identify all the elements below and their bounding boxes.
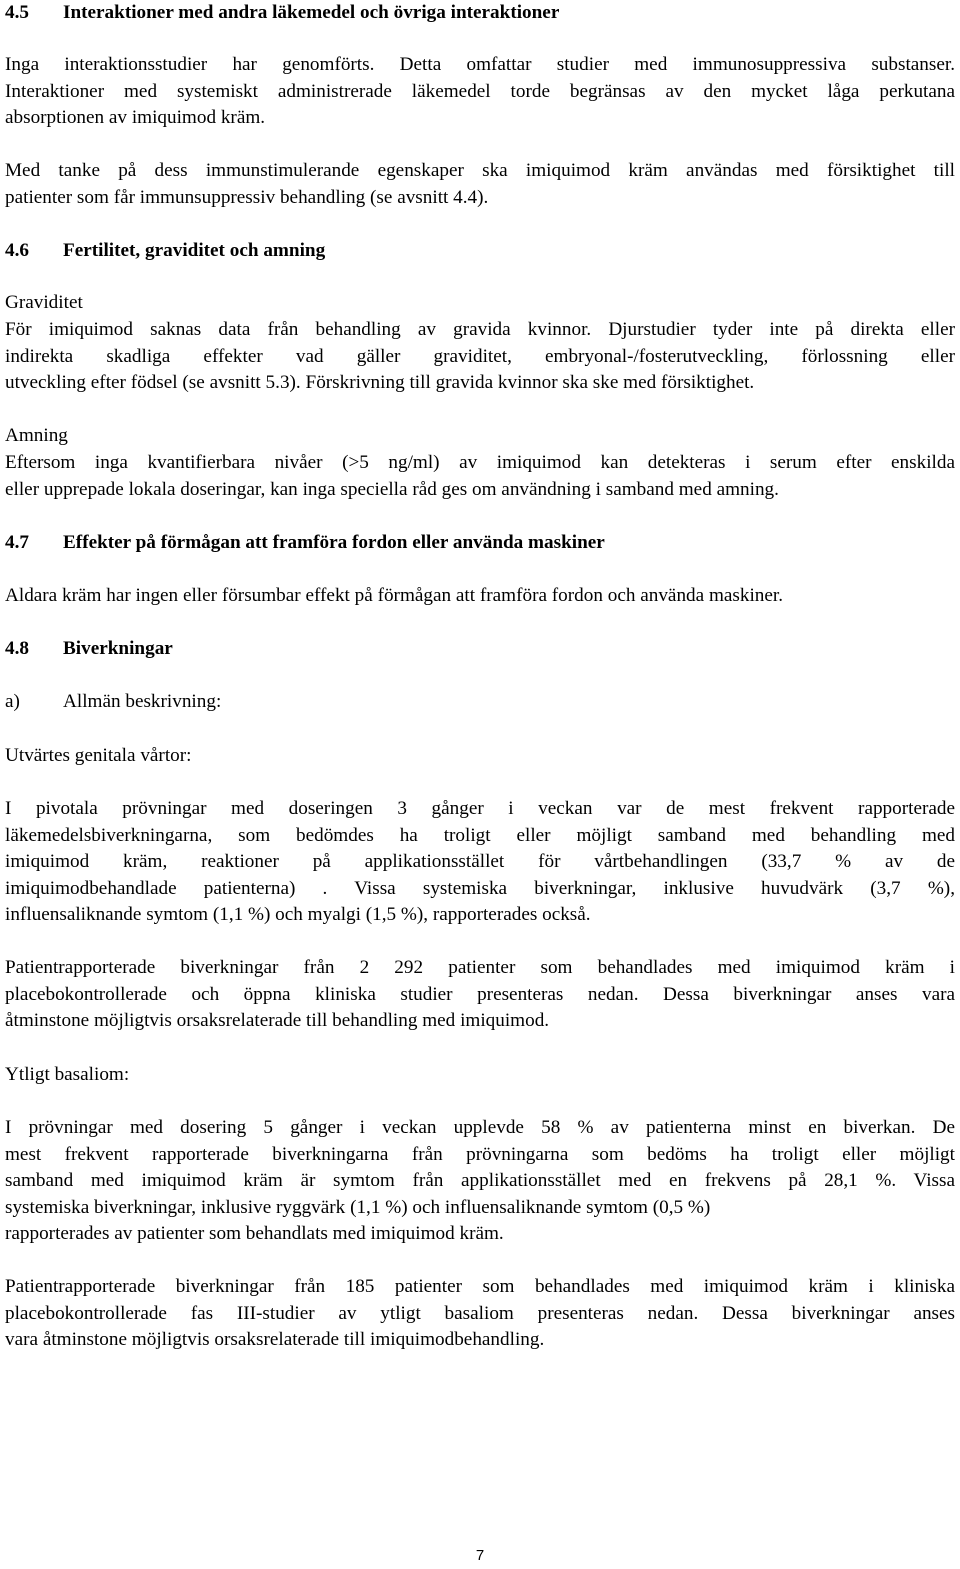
subheading-basal-cell-carcinoma: Ytligt basaliom:: [5, 1064, 130, 1085]
text-line: åtminstone möjligtvis orsaksrelaterade till behandling med imiquimod.: [5, 1010, 550, 1031]
paragraph-warts-pivotal: [5, 796, 955, 929]
text-line: I prövningar med dosering 5 gånger i veckan upplevde 58 % av patienterna minst en biverkan. De: [5, 1117, 955, 1138]
text-line: Interaktioner med systemiskt administrerade läkemedel torde begränsas av den mycket låga perkutana: [5, 80, 955, 102]
text-line: mest frekvent rapporterade biverkningarna från prövningarna som bedöms ha troligt eller möjligt: [5, 1143, 955, 1165]
text-line: indirekta skadliga effekter vad gäller graviditet, embryonal-/fosterutveckling, förlossning eller: [5, 345, 955, 367]
paragraph-bcc-trials: [5, 1115, 955, 1248]
section-number: 4.8: [5, 638, 29, 659]
text-line: Inga interaktionsstudier har genomförts. Detta omfattar studier med immunosuppressiva substanser.: [5, 54, 955, 75]
text-line: samband med imiquimod kräm är symtom från applikationsstället med en frekvens på 28,1 %. Vissa: [5, 1170, 955, 1191]
section-title: Biverkningar: [63, 638, 173, 659]
text-line: Med tanke på dess immunstimulerande egenskaper ska imiquimod kräm användas med försiktighet till: [5, 160, 955, 181]
text-line: rapporterades av patienter som behandlats med imiquimod kräm.: [5, 1223, 504, 1244]
subheading-genital-warts: Utvärtes genitala vårtor:: [5, 745, 192, 766]
section-heading-4-7: [5, 530, 955, 557]
section-title: Fertilitet, graviditet och amning: [63, 240, 326, 261]
section-heading-4-6: [5, 238, 955, 265]
section-title: Effekter på förmågan att framföra fordon eller använda maskiner: [63, 532, 605, 553]
text-line: imiquimodbehandlade patienterna) . Vissa systemiska biverkningar, inklusive huvudvärk (3,7 %),: [5, 877, 955, 899]
text-line: imiquimod kräm, reaktioner på applikationsstället för vårtbehandlingen (33,7 % av de: [5, 851, 955, 872]
text-line: influensaliknande symtom (1,1 %) och myalgi (1,5 %), rapporterades också.: [5, 904, 591, 925]
text-line: utveckling efter födsel (se avsnitt 5.3). Förskrivning till gravida kvinnor ska ske med försiktighet.: [5, 372, 755, 393]
text-line: Patientrapporterade biverkningar från 2 292 patienter som behandlades med imiquimod kräm i: [5, 957, 955, 978]
text-line: I pivotala prövningar med doseringen 3 gånger i veckan var de mest frekvent rapporterade: [5, 798, 955, 819]
paragraph-warts-patients: [5, 955, 955, 1035]
section-heading-4-5: [5, 0, 955, 27]
text-line: patienter som får immunsuppressiv behandling (se avsnitt 4.4).: [5, 186, 489, 208]
text-line: placebokontrollerade fas III-studier av ytligt basaliom presenteras nedan. Dessa biverkningar anses: [5, 1302, 955, 1324]
paragraph-amning: [5, 450, 955, 503]
section-number: 4.7: [5, 532, 29, 553]
paragraph-driving: Aldara kräm har ingen eller försumbar effekt på förmågan att framföra fordon och använda maskiner.: [5, 585, 784, 606]
paragraph-immunosuppression: [5, 158, 955, 211]
subsection-a-general-description: [5, 689, 955, 716]
text-line: eller upprepade lokala doseringar, kan inga speciella råd ges om användning i samband med amning.: [5, 478, 779, 500]
paragraph-interactions: [5, 52, 955, 132]
subheading-graviditet: Graviditet: [5, 292, 83, 313]
text-line: För imiquimod saknas data från behandling av gravida kvinnor. Djurstudier tyder inte på direkta eller: [5, 319, 955, 340]
section-number: 4.6: [5, 240, 29, 261]
text-line: Eftersom inga kvantifierbara nivåer (>5 ng/ml) av imiquimod kan detekteras i serum efter enskilda: [5, 452, 955, 473]
paragraph-bcc-patients: [5, 1274, 955, 1354]
page-number: 7: [475, 1547, 485, 1564]
text-line: placebokontrollerade och öppna kliniska studier presenteras nedan. Dessa biverkningar anses vara: [5, 983, 955, 1005]
subsection-text: Allmän beskrivning:: [63, 691, 222, 712]
subsection-label: a): [5, 691, 20, 712]
text-line: läkemedelsbiverkningarna, som bedömdes ha troligt eller möjligt samband med behandling med: [5, 824, 955, 846]
text-line: systemiska biverkningar, inklusive ryggvärk (1,1 %) och influensaliknande symtom (0,5 %): [5, 1196, 711, 1218]
paragraph-graviditet: [5, 317, 955, 397]
section-number: 4.5: [5, 2, 29, 23]
text-line: vara åtminstone möjligtvis orsaksrelaterade till imiquimodbehandling.: [5, 1329, 545, 1350]
section-title: Interaktioner med andra läkemedel och övriga interaktioner: [63, 2, 560, 23]
text-line: absorptionen av imiquimod kräm.: [5, 107, 266, 128]
subheading-amning: Amning: [5, 425, 68, 446]
text-line: Patientrapporterade biverkningar från 185 patienter som behandlades med imiquimod kräm i kliniska: [5, 1276, 955, 1297]
section-heading-4-8: [5, 636, 955, 663]
